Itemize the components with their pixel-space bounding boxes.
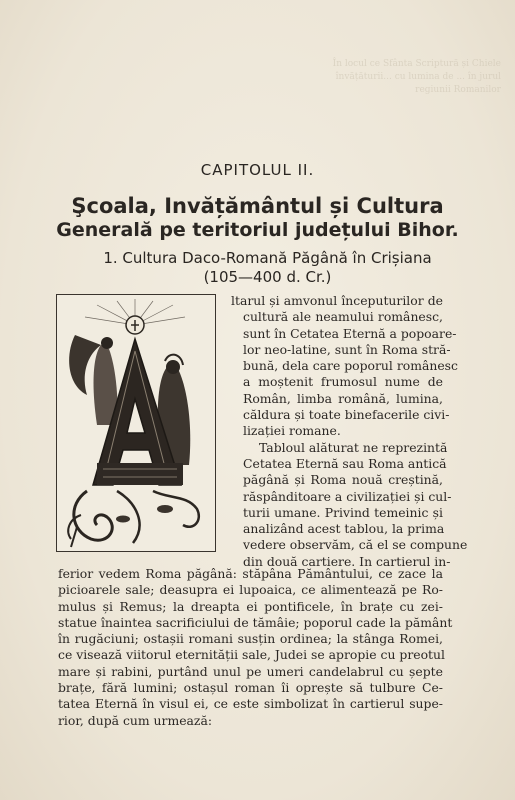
text-line: Cetatea Eternă sau Roma antică <box>243 455 447 471</box>
chapter-title-line-1: Şcoala, Invățământul și Cultura <box>71 194 444 218</box>
ornamental-letter-a-icon <box>57 295 215 551</box>
text-line: rior, după cum urmează: <box>58 712 213 728</box>
text-line: picioarele sale; deasupra ei lupoaica, ce alimentează pe Ro- <box>58 582 443 598</box>
right-column-text <box>231 293 468 570</box>
text-line: mulus și Remus; la dreapta ei pontificele, în brațe cu zei- <box>58 598 443 614</box>
chapter-heading: CAPITOLUL II. <box>200 161 315 179</box>
bleed-through-text: În locul ce Sfânta Scriptură și Chiele învățăturii... cu lumina de ... în jurul regiunii Romanilor <box>332 59 501 95</box>
text-line: turii umane. Privind temeinic și <box>243 504 443 520</box>
text-line: ferior vedem Roma păgână: stăpâna Pământului, ce zace la <box>58 566 443 581</box>
text-line: căldura și toate binefacerile civi- <box>243 407 450 423</box>
text-line: sunt în Cetatea Eternă a popoare- <box>243 325 457 341</box>
text-line: statue înaintea sacrificiului de tămâie; poporul cade la pământ <box>58 614 453 630</box>
ornamental-initial-illustration <box>56 294 216 552</box>
text-line: din două cartiere. In cartierul in- <box>243 553 451 569</box>
full-width-text <box>58 566 453 729</box>
text-line: ce visează viitorul eternității sale, Judei se apropie cu preotul <box>58 647 445 663</box>
chapter-title-line-2: Generală pe teritoriul județului Bihor. <box>56 219 459 241</box>
text-line: cultură ale neamului românesc, <box>243 309 443 325</box>
text-line: Tabloul alăturat ne reprezintă <box>259 439 448 455</box>
text-line: brațe, fără lumini; ostașul roman îi oprește să tulbure Ce- <box>58 680 443 696</box>
section-date-range: (105—400 d. Cr.) <box>203 268 332 286</box>
text-line: ltarul și amvonul începuturilor de <box>231 293 443 308</box>
section-heading: 1. Cultura Daco-Romană Păgână în Crișiana <box>103 249 432 267</box>
text-line: analizând acest tablou, la prima <box>243 521 445 537</box>
text-line: răspânditoare a civilizației și cul- <box>243 488 452 504</box>
text-line: tatea Eternă în visul ei, ce este simbolizat în cartierul supe- <box>58 696 443 712</box>
text-line: vedere observăm, că el se compune <box>243 537 468 553</box>
text-line: lizației romane. <box>243 423 341 439</box>
text-line: a moștenit frumosul nume de <box>243 374 443 390</box>
text-line: mare și rabini, purtând unul pe umeri candelabrul cu șepte <box>58 663 443 679</box>
text-line: bună, dela care poporul românesc <box>243 358 458 374</box>
text-line: în rugăciuni; ostașii romani susțin ordinea; la stânga Romei, <box>58 631 443 647</box>
text-line: păgână și Roma nouă creștină, <box>243 472 443 488</box>
text-line: lor neo-latine, sunt în Roma stră- <box>243 341 451 357</box>
text-line: Român, limba română, lumina, <box>243 390 443 406</box>
